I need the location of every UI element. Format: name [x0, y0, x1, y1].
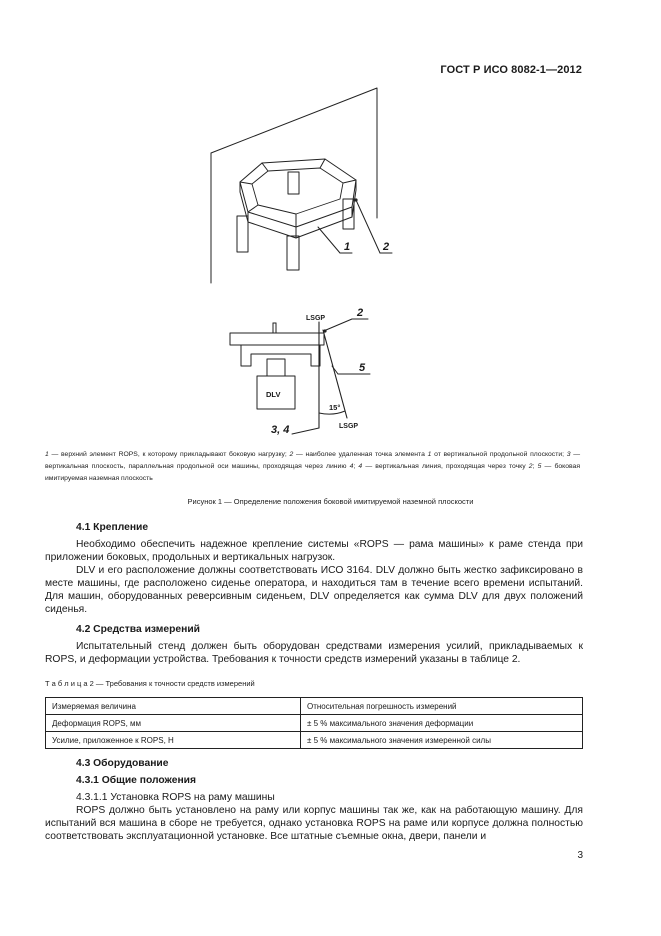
figure-title: Рисунок 1 — Определение положения боковой имитируемой наземной плоскости	[187, 497, 474, 506]
legend-text: — наиболее удаленная точка элемента	[293, 451, 428, 458]
legend-number: 4	[349, 463, 354, 470]
section-4-2-title: 4.2 Средства измерений	[76, 624, 201, 635]
legend-number: 3	[566, 451, 571, 458]
rops-figure	[0, 0, 661, 440]
legend-number: 2	[528, 463, 533, 470]
accuracy-table	[45, 697, 583, 749]
table-row	[46, 732, 583, 749]
label-angle: 15°	[329, 403, 341, 412]
table-row	[46, 715, 583, 732]
legend-number: 1	[45, 451, 49, 458]
label-dlv: DLV	[266, 390, 281, 399]
table-header-cell: Измеряемая величина	[46, 698, 301, 715]
table-cell: Усилие, приложенное к ROPS, Н	[46, 732, 301, 749]
section-4-2	[45, 623, 583, 666]
section-4-2-para-1: Испытательный стенд должен быть оборудован средствами измерения усилий, прикладываемых к ROPS, и деформации устройства. Требования к точности средств измерений указаны в таблице 2.	[45, 641, 583, 665]
legend-text: от вертикальной продольной плоскости;	[431, 451, 567, 458]
section-4-3-1-1-para-1: ROPS должно быть установлено на раму или корпус машины так же, как на работающую машину. Для испытаний вся машина в сборе не требуется, однако установка ROPS на раме или корпусе должна полностью соответствовать эксплуатационной установке. Все штатные съемные окна, двери, панели и	[45, 805, 583, 842]
rops-post-front-left	[237, 216, 248, 252]
label-lsgp-top: LSGP	[306, 315, 326, 322]
label-top-2: 2	[383, 241, 390, 253]
table-header-cell: Относительная погрешность измерений	[301, 698, 583, 715]
section-4-3-1-title: 4.3.1 Общие положения	[76, 775, 196, 786]
section-4-3-1-1-title: 4.3.1.1 Установка ROPS на раму машины	[76, 792, 275, 803]
dlv-small-rect	[267, 359, 285, 376]
label-top-1: 1	[344, 241, 351, 253]
rops-post-front-center	[287, 236, 299, 270]
table-cell: ± 5 % максимального значения деформации	[301, 715, 583, 732]
rops-top-inner	[252, 168, 343, 214]
legend-text: ;	[353, 463, 359, 470]
legend-number: 2	[289, 451, 294, 458]
legend-text: — боковая имитируемая наземная плоскость	[45, 463, 580, 482]
section-4-1-title: 4.1 Крепление	[76, 522, 149, 533]
legend-number: 1	[427, 451, 432, 458]
figure-legend	[45, 449, 580, 485]
table-title: Т а б л и ц а 2 — Требования к точности средств измерений	[45, 679, 255, 688]
legend-number: 4	[358, 463, 363, 470]
table-cell: ± 5 % максимального значения измеренной силы	[301, 732, 583, 749]
label-2: 2	[357, 307, 364, 319]
standard-header: ГОСТ Р ИСО 8082-1—2012	[440, 64, 582, 76]
legend-text: — верхний элемент ROPS, к которому прикладывают боковую нагрузку;	[48, 451, 290, 458]
page-number: 3	[577, 850, 583, 861]
table-cell: Деформация ROPS, мм	[46, 715, 301, 732]
label-5: 5	[359, 362, 366, 374]
section-4-3	[45, 757, 583, 843]
section-4-1	[45, 521, 583, 616]
legend-text: — вертикальная плоскость, параллельная продольной оси машины, проходящая через линию	[45, 451, 581, 470]
table-header-row	[46, 698, 583, 715]
legend-text: — вертикальная линия, проходящая через точку	[362, 463, 529, 470]
vertical-plane	[211, 88, 377, 283]
section-4-1-para-1: Необходимо обеспечить надежное крепление системы «ROPS — рама машины» к раме стенда при приложении боковых, продольных и вертикальных нагрузок.	[45, 539, 583, 563]
label-lsgp-bottom: LSGP	[339, 423, 359, 430]
legend-number: 5	[537, 463, 542, 470]
section-4-3-title: 4.3 Оборудование	[76, 758, 169, 769]
section-top-bar	[230, 333, 324, 345]
rops-post-back	[288, 172, 299, 194]
section-4-1-para-2: DLV и его расположение должны соответствовать ИСО 3164. DLV должно быть жестко зафиксировано в месте машины, где расположено сиденье оператора, и находиться там в течение всего времени испытаний. Для машин, оборудованных реверсивным сиденьем, DLV определяется как сумма DLV для двух положений сиденья.	[45, 565, 583, 615]
label-3-4: 3, 4	[271, 424, 290, 436]
legend-text: ;	[532, 463, 538, 470]
